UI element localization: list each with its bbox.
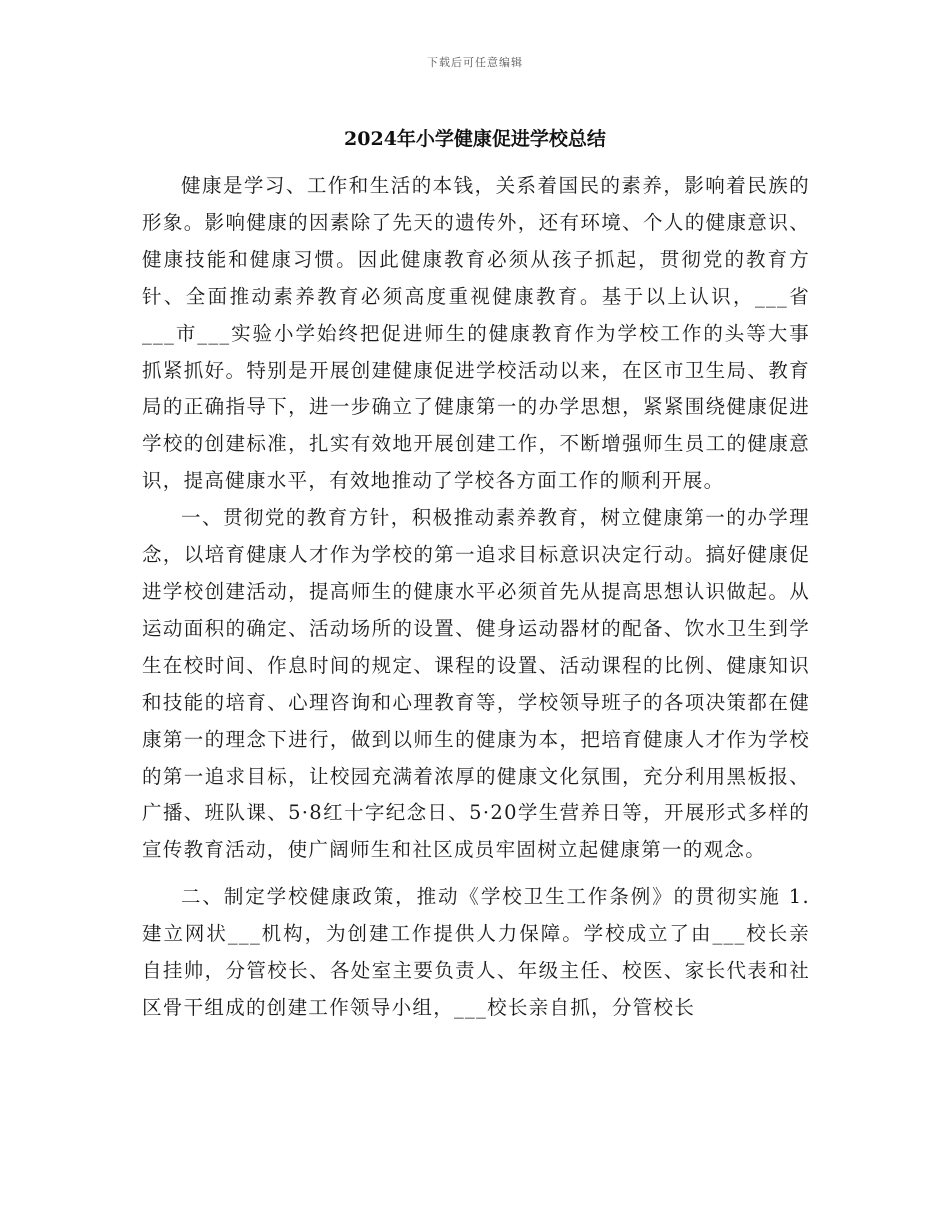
document-title: 2024年小学健康促进学校总结	[344, 128, 606, 150]
page-header-note: 下载后可任意编辑	[427, 56, 523, 69]
paragraph-section-1: 一、贯彻党的教育方针，积极推动素养教育，树立健康第一的办学理念，以培育健康人才作为学校的第一追求目标意识决定行动。搞好健康促进学校创建活动，提高师生的健康水平必须首先从提高思想认识做起。从运动面积的确定、活动场所的设置、健身运动器材的配备、饮水卫生到学生在校时间、作息时间的规定、课程的设置、活动课程的比例、健康知识和技能的培育、心理咨询和心理教育等，学校领导班子的各项决策都在健康第一的理念下进行，做到以师生的健康为本，把培育健康人才作为学校的第一追求目标，让校园充满着浓厚的健康文化氛围，充分利用黑板报、广播、班队课、5·8红十字纪念日、5·20学生营养日等，开展形式多样的宣传教育活动，使广阔师生和社区成员牢固树立起健康第一的观念。	[142, 506, 810, 862]
document-body	[142, 168, 810, 1027]
paragraph-section-2: 二、制定学校健康政策，推动《学校卫生工作条例》的贯彻实施 1.建立网状___机构，为创建工作提供人力保障。学校成立了由___校长亲自挂帅，分管校长、各处室主要负责人、年级主任、校医、家长代表和社区骨干组成的创建工作领导小组，___校长亲自抓，分管校长	[142, 885, 810, 1019]
paragraph-intro: 健康是学习、工作和生活的本钱，关系着国民的素养，影响着民族的形象。影响健康的因素除了先天的遗传外，还有环境、个人的健康意识、健康技能和健康习惯。因此健康教育必须从孩子抓起，贯彻党的教育方针、全面推动素养教育必须高度重视健康教育。基于以上认识，___省___市___实验小学始终把促进师生的健康教育作为学校工作的头等大事抓紧抓好。特别是开展创建健康促进学校活动以来，在区市卫生局、教育局的正确指导下，进一步确立了健康第一的办学思想，紧紧围绕健康促进学校的创建标准，扎实有效地开展创建工作，不断增强师生员工的健康意识，提高健康水平，有效地推动了学校各方面工作的顺利开展。	[142, 174, 810, 493]
